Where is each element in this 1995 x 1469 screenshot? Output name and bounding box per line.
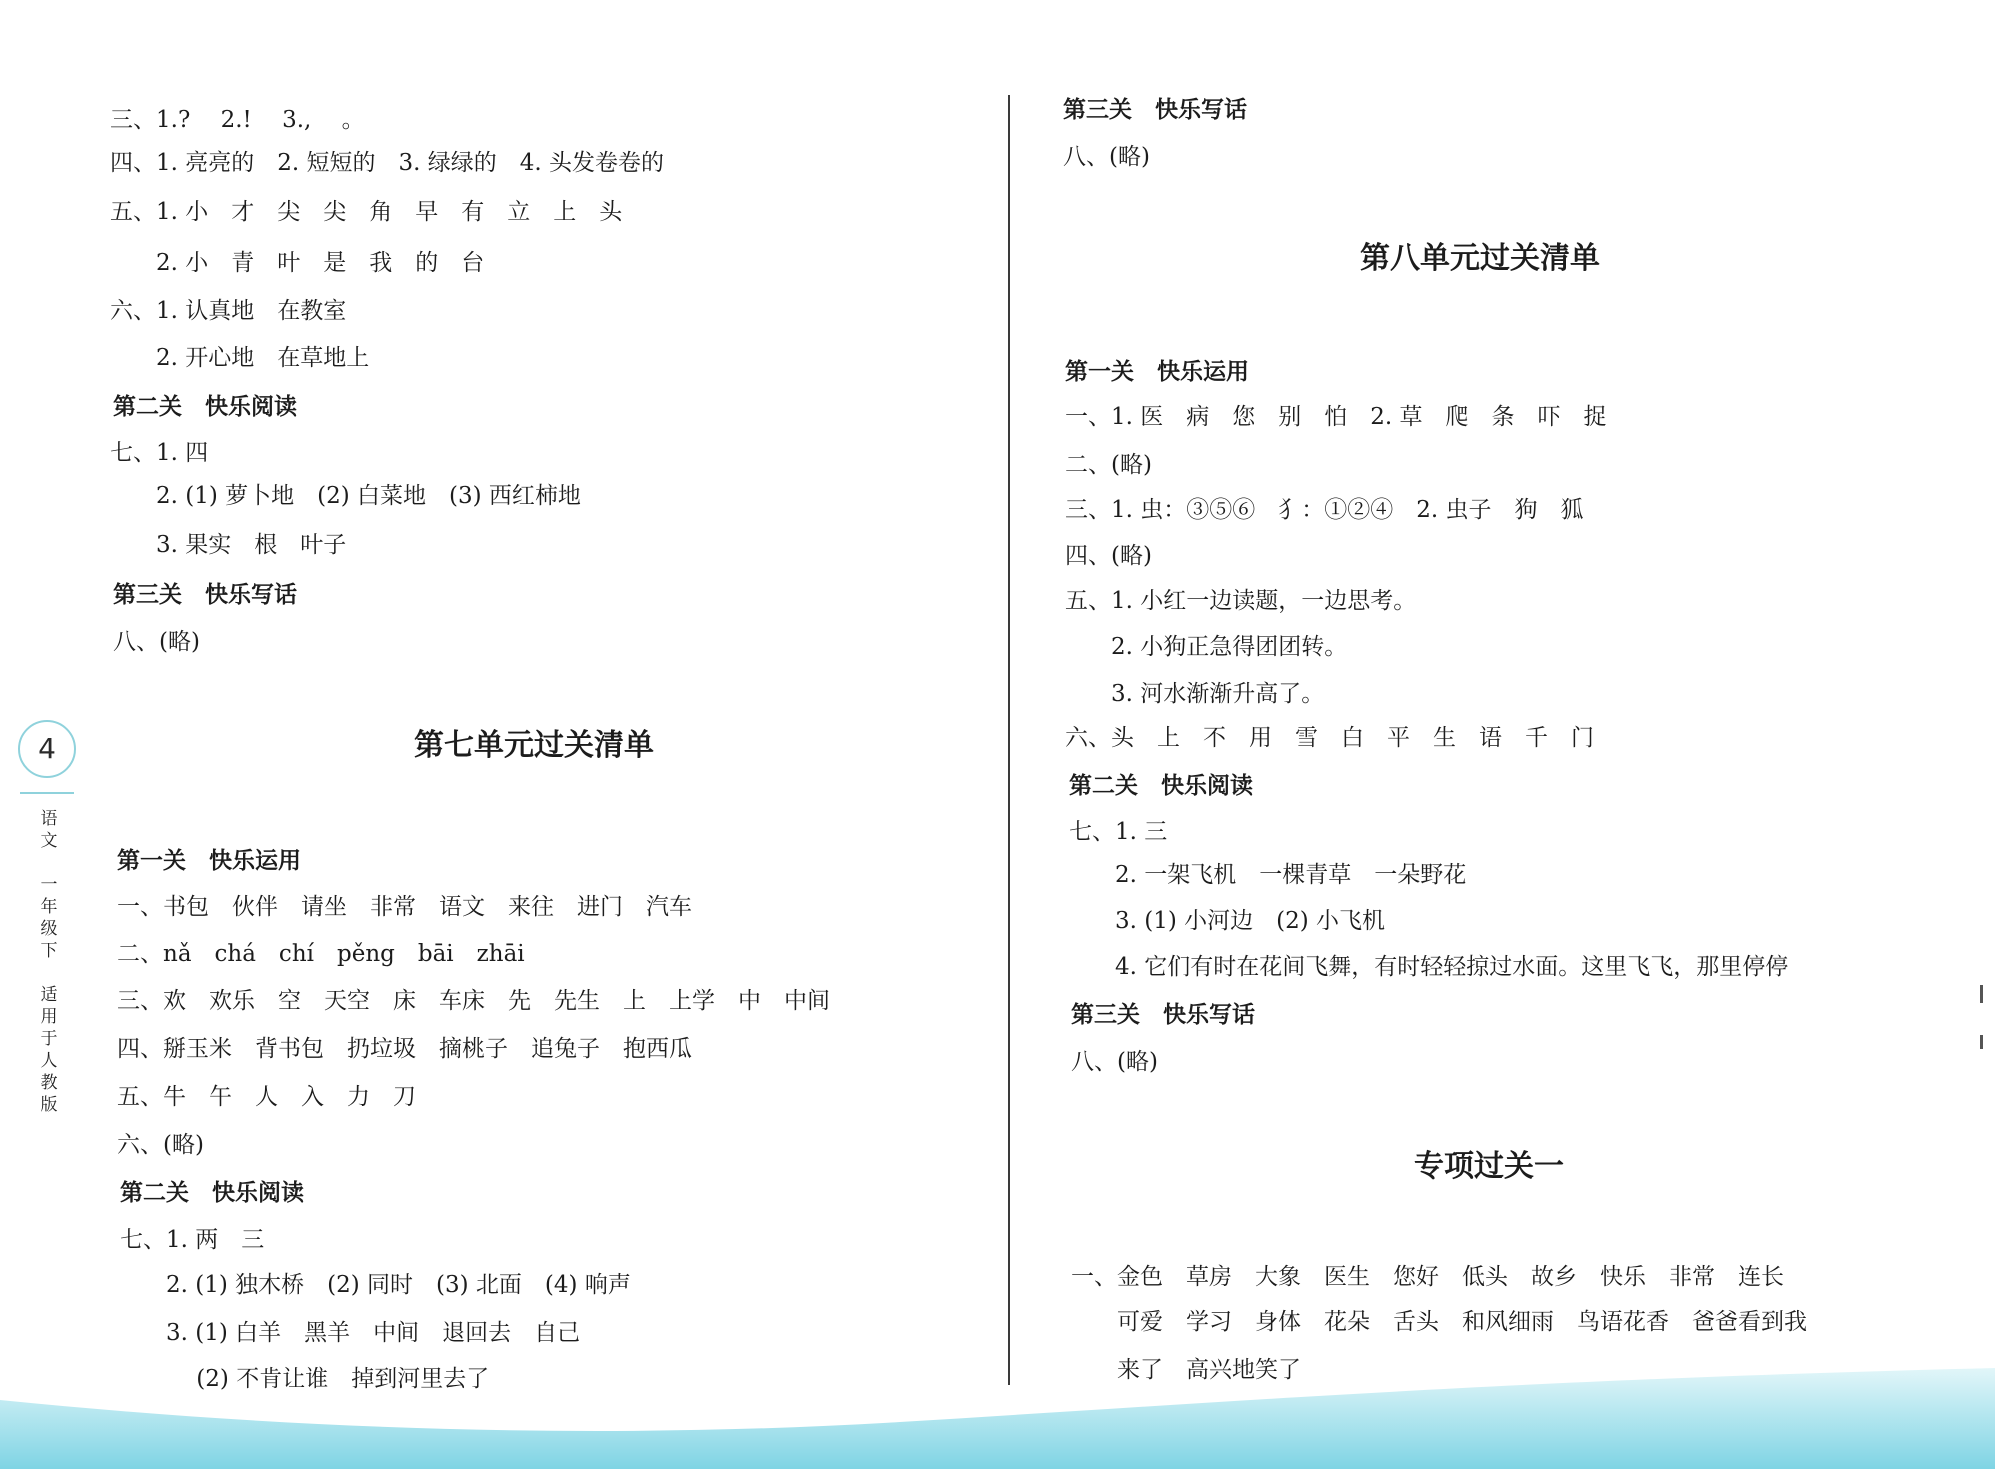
answer-line: 三、1. 虫：③⑤⑥ 犭：①②④ 2. 虫子 狗 狐	[1065, 497, 1584, 523]
answer-line: 一、书包 伙伴 请坐 非常 语文 来往 进门 汽车	[117, 894, 692, 920]
answer-line: 2. 一架飞机 一棵青草 一朵野花	[1069, 862, 1467, 888]
unit-title: 第八单元过关清单	[1360, 241, 1600, 276]
answer-line: 一、金色 草房 大象 医生 您好 低头 故乡 快乐 非常 连长	[1071, 1264, 1784, 1290]
section-heading: 第一关 快乐运用	[117, 848, 301, 874]
answer-line: 五、1. 小 才 尖 尖 角 早 有 立 上 头	[110, 199, 623, 225]
answer-line: 六、头 上 不 用 雪 白 平 生 语 千 门	[1065, 725, 1594, 751]
answer-line: 2. (1) 独木桥 (2) 同时 (3) 北面 (4) 响声	[120, 1272, 631, 1298]
answer-line: 2. 开心地 在草地上	[110, 345, 370, 371]
answer-line: 七、1. 三	[1069, 819, 1168, 845]
answer-line: 五、牛 午 人 入 力 刀	[117, 1084, 416, 1110]
unit-title: 第七单元过关清单	[414, 728, 654, 763]
answer-line: 八、(略)	[1063, 144, 1150, 170]
answer-line: 八、(略)	[1071, 1049, 1158, 1075]
column-divider	[1008, 95, 1010, 1385]
answer-line: 四、(略)	[1065, 543, 1152, 569]
sidebar-divider	[20, 792, 74, 794]
section-heading: 第三关 快乐写话	[1071, 1002, 1255, 1028]
answer-line: 可爱 学习 身体 花朵 舌头 和风细雨 鸟语花香 爸爸看到我	[1071, 1309, 1807, 1335]
answer-line: 六、(略)	[117, 1132, 204, 1158]
answer-line: 4. 它们有时在花间飞舞，有时轻轻掠过水面。这里飞飞，那里停停	[1069, 954, 1789, 980]
section-heading: 第二关 快乐阅读	[113, 394, 297, 420]
answer-line: 3. 河水渐渐升高了。	[1065, 681, 1325, 707]
book-label: 语 文 一 年 级 下 适 用 于 人 教 版	[40, 809, 58, 1115]
section-heading: 第三关 快乐写话	[113, 582, 297, 608]
unit-title: 专项过关一	[1414, 1149, 1564, 1184]
bottom-wave-decoration	[0, 1360, 1995, 1469]
answer-line: 六、1. 认真地 在教室	[110, 298, 347, 324]
answer-line: 来了 高兴地笑了	[1071, 1357, 1301, 1383]
section-heading: 第二关 快乐阅读	[1069, 773, 1253, 799]
answer-line: (2) 不肯让谁 掉到河里去了	[120, 1366, 490, 1392]
answer-line: 3. 果实 根 叶子	[110, 532, 347, 558]
answer-line: 一、1. 医 病 您 别 怕 2. 草 爬 条 吓 捉	[1065, 404, 1607, 430]
answer-line: 五、1. 小红一边读题，一边思考。	[1065, 588, 1417, 614]
answer-line: 3. (1) 白羊 黑羊 中间 退回去 自己	[120, 1320, 581, 1346]
section-heading: 第二关 快乐阅读	[120, 1180, 304, 1206]
margin-mark	[1980, 1035, 1983, 1049]
answer-line: 七、1. 四	[110, 440, 209, 466]
page-number: 4	[18, 720, 76, 778]
section-heading: 第一关 快乐运用	[1065, 359, 1249, 385]
answer-line: 2. (1) 萝卜地 (2) 白菜地 (3) 西红柿地	[110, 483, 581, 509]
answer-line: 四、1. 亮亮的 2. 短短的 3. 绿绿的 4. 头发卷卷的	[110, 150, 665, 176]
margin-mark	[1980, 985, 1983, 1003]
answer-line: 二、(略)	[1065, 452, 1152, 478]
answer-line: 四、掰玉米 背书包 扔垃圾 摘桃子 追兔子 抱西瓜	[117, 1036, 692, 1062]
answer-line: 2. 小 青 叶 是 我 的 台	[110, 250, 485, 276]
answer-line: 七、1. 两 三	[120, 1227, 265, 1253]
answer-line: 2. 小狗正急得团团转。	[1065, 634, 1348, 660]
answer-line: 三、1.? 2.! 3., 。	[110, 107, 365, 133]
answer-line: 八、(略)	[113, 629, 200, 655]
answer-line: 3. (1) 小河边 (2) 小飞机	[1069, 908, 1386, 934]
section-heading: 第三关 快乐写话	[1063, 97, 1247, 123]
answer-line: 三、欢 欢乐 空 天空 床 车床 先 先生 上 上学 中 中间	[117, 988, 830, 1014]
answer-line: 二、nǎ chá chí pěng bāi zhāi	[117, 941, 525, 967]
